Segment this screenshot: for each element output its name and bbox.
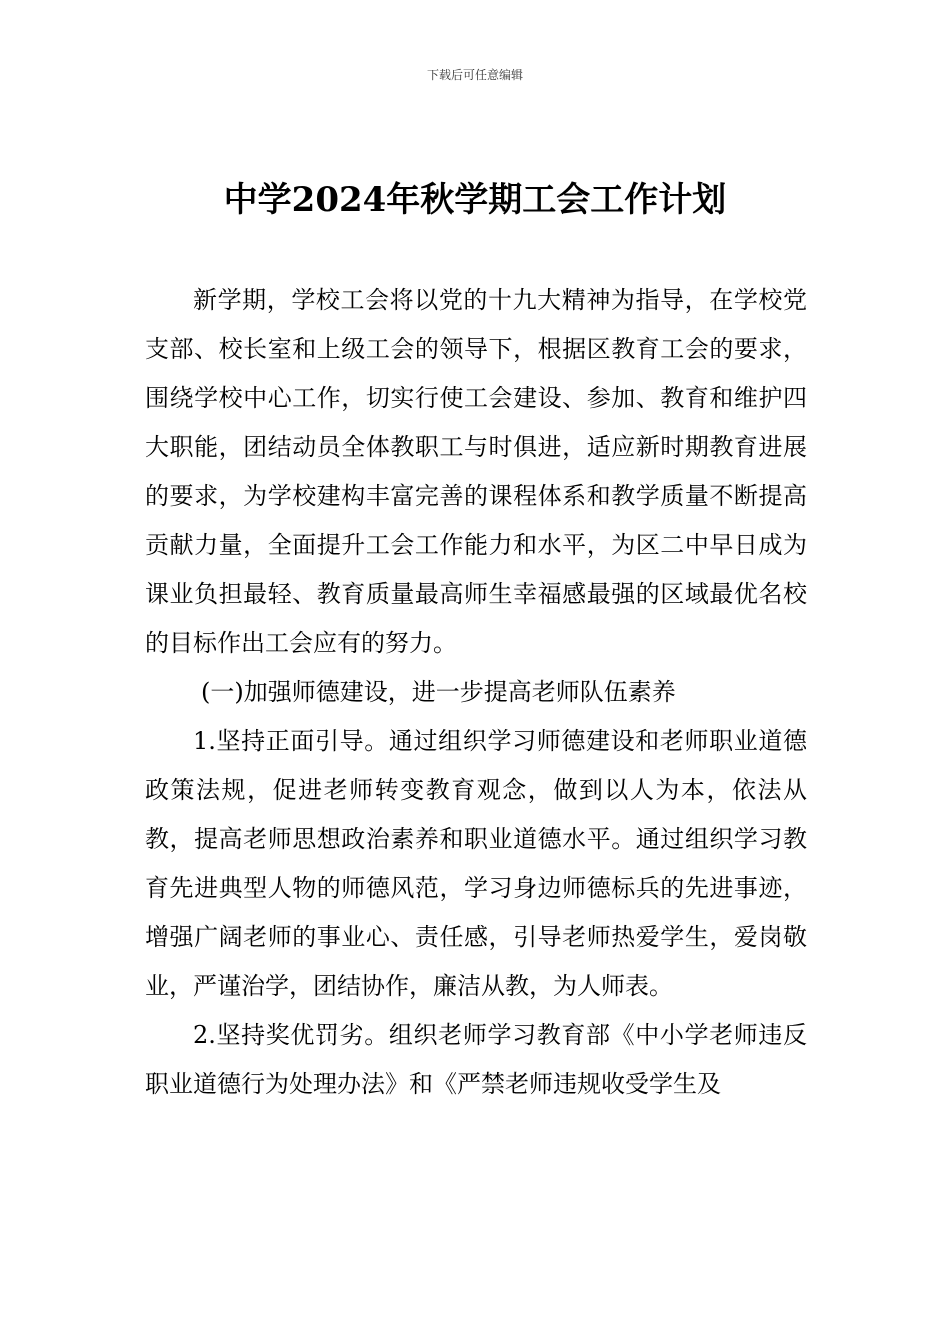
- document-body: [145, 276, 807, 1109]
- header-note: 下载后可任意编辑: [426, 68, 523, 82]
- intro-paragraph: 新学期，学校工会将以党的十九大精神为指导，在学校党支部、校长室和上级工会的领导下，根据区教育工会的要求，围绕学校中心工作，切实行使工会建设、参加、教育和维护四大职能，团结动员全体教职工与时俱进，适应新时期教育进展的要求，为学校建构丰富完善的课程体系和教学质量不断提高贡献力量，全面提升工会工作能力和水平，为区二中早日成为课业负担最轻、教育质量最高师生幸福感最强的区域最优名校的目标作出工会应有的努力。: [145, 286, 807, 657]
- document-title: 中学2024年秋学期工会工作计划: [223, 180, 727, 220]
- section-heading: (一)加强师德建设，进一步提高老师队伍素养: [201, 678, 676, 706]
- item-paragraph-2: 2.坚持奖优罚劣。组织老师学习教育部《中小学老师违反职业道德行为处理办法》和《严禁老师违规收受学生及: [145, 1021, 807, 1098]
- item-paragraph-1: 1.坚持正面引导。通过组织学习师德建设和老师职业道德政策法规，促进老师转变教育观念，做到以人为本，依法从教，提高老师思想政治素养和职业道德水平。通过组织学习教育先进典型人物的师德风范，学习身边师德标兵的先进事迹，增强广阔老师的事业心、责任感，引导老师热爱学生，爱岗敬业，严谨治学，团结协作，廉洁从教，为人师表。: [145, 727, 807, 1000]
